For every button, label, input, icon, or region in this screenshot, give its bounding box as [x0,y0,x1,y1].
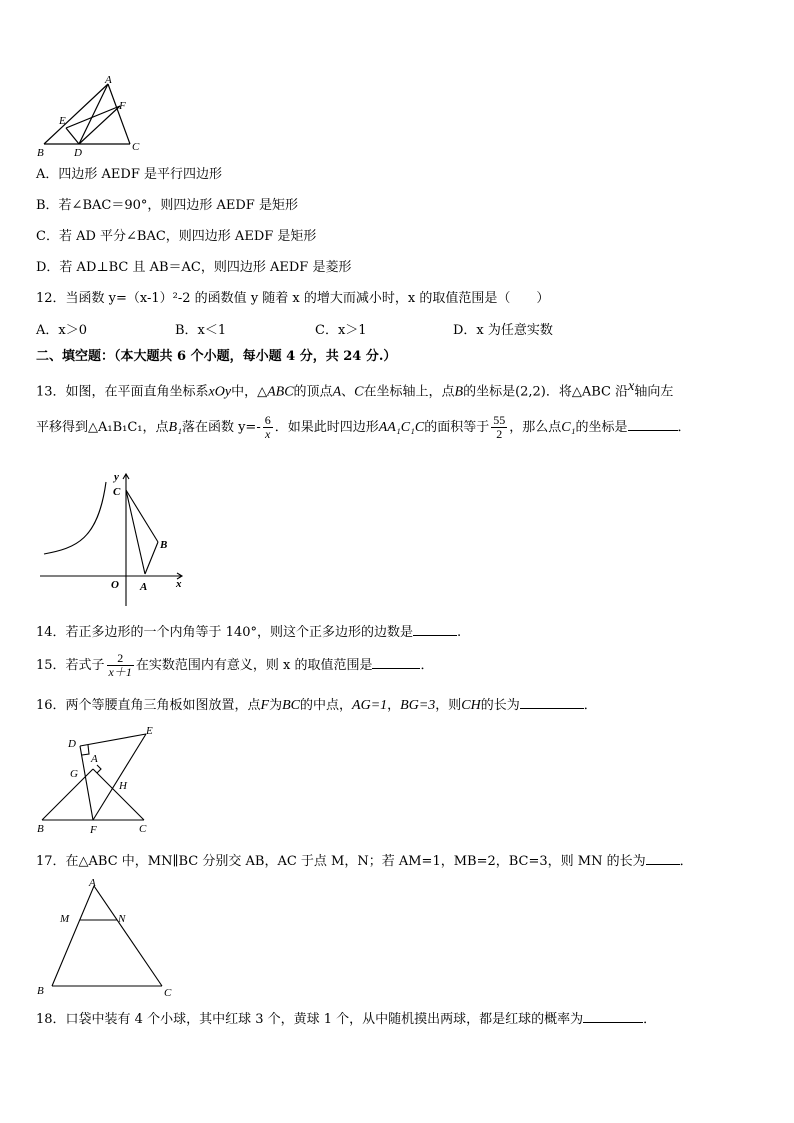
segment-ab [44,84,108,144]
segment-bc [126,490,158,542]
q12-stem: 12．当函数 y=（x-1）²-2 的函数值 y 随着 x 的增大而减小时，x 的取值范围是（ ） [36,291,550,306]
segment-df [79,106,120,144]
q12-option-c: C．x＞1 [315,323,367,338]
q16-text-5: ，则 [435,698,462,713]
label-a: A [91,753,98,765]
q14-text: 14．若正多边形的一个内角等于 140°，则这个正多边形的边数是 [36,625,413,640]
q13-text-14: ． [677,420,691,435]
q13-text-13: 的坐标是 [575,420,628,435]
q14-line [36,623,461,642]
q17-answer-blank[interactable] [646,852,680,865]
label-g: G [70,768,78,780]
label-m: M [60,913,70,925]
q15-line [36,652,434,679]
q13-fraction-6-over-x [263,414,273,441]
q15-frac-den: x＋1 [108,665,132,679]
label-n: N [118,913,126,925]
segment-de [80,734,146,746]
q13-b1: B₁ [168,420,182,435]
q15-text-1: 15．若式子 [36,658,105,673]
q15-end: ． [420,658,434,673]
q13-text-11: 的面积等于 [424,420,490,435]
q11-option-a: A．四边形 AEDF 是平行四边形 [36,167,222,182]
label-d: D [68,738,76,750]
q16-ag: AG=1 [352,698,388,713]
label-f: F [90,824,97,836]
q13-text-3: 的顶点 [293,384,333,400]
q16-text-2: 为 [269,698,283,713]
section-fill-in-heading: 二、填空题：（本大题共 6 个小题，每小题 4 分，共 24 分.） [36,349,397,364]
q17-line [36,852,693,871]
q11-option-d: D．若 AD⊥BC 且 AB＝AC，则四边形 AEDF 是菱形 [36,260,352,275]
label-f: F [119,100,126,112]
label-c: C [139,823,147,835]
q11-option-c: C．若 AD 平分∠BAC，则四边形 AEDF 是矩形 [36,229,317,244]
label-b: B [37,985,44,997]
q17-figure [36,874,186,999]
q12-option-b: B．x＜1 [175,323,227,338]
q16-ch: CH [461,698,481,713]
segment-ac [94,886,162,986]
segment-ab [52,886,94,986]
segment-ab [145,542,158,574]
q15-fraction [107,652,134,679]
q18-line [36,1010,656,1029]
q13-text-8: 平移得到△A₁B₁C₁，点 [36,420,169,435]
q13-quad: AA₁C₁C [378,420,425,435]
q16-figure [36,724,166,839]
segment-de [66,128,79,144]
q16-text-4: ， [387,698,401,713]
q17-end: ． [679,854,693,869]
q17-text: 17．在△ABC 中，MN∥BC 分别交 AB，AC 于点 M，N；若 AM=1，MB=2，BC=3，则 MN 的长为 [36,854,646,869]
q13-frac6-den: x [265,427,271,441]
segment-ac [93,769,144,820]
q13-text-9: 落在函数 y=- [181,420,261,435]
label-c: C [132,141,140,153]
q18-end: ． [643,1012,657,1027]
label-x: x [176,578,182,590]
q15-frac-num: 2 [107,652,134,666]
q16-bg: BG=3 [400,698,436,713]
q18-text: 18．口袋中装有 4 个小球，其中红球 3 个，黄球 1 个，从中随机摸出两球，都是红球的概率为 [36,1012,584,1027]
label-e: E [146,725,153,737]
q15-text-2: 在实数范围内有意义，则 x 的取值范围是 [135,658,373,673]
q11-figure [36,76,156,166]
q16-text-1: 16．两个等腰直角三角板如图放置，点 [36,698,261,713]
label-d: D [74,147,82,159]
q16-text-6: 的长为 [480,698,520,713]
q13-x-axis: x [628,379,635,394]
label-c: C [164,987,172,999]
q13-text-2: 中，△ [231,384,268,400]
q11-option-b: B．若∠BAC＝90°，则四边形 AEDF 是矩形 [36,198,298,213]
label-o: O [111,579,119,591]
q13-text-4: 、 [341,384,355,400]
label-a: A [105,74,112,86]
q13-figure [36,468,196,613]
q16-f: F [260,698,270,713]
q13-text-5: 在坐标轴上，点 [363,384,455,400]
q13-frac6-num: 6 [264,413,271,427]
q14-end: . [457,625,462,640]
label-h: H [119,780,127,792]
q13-c1: C₁ [561,420,576,435]
q13-text-12: ，那么点 [509,420,562,435]
q13-xoy: xOy [208,384,232,400]
segment-ad [79,84,108,144]
q13-fraction-55-over-2 [491,414,507,441]
q13-text-7: 轴向左 [634,384,674,400]
q16-line [36,696,597,715]
right-angle-mark-d [82,745,89,755]
label-c: C [113,486,121,498]
q13-line2 [36,414,691,441]
q12-option-d: D．x 为任意实数 [453,323,553,338]
segment-ca [126,490,145,574]
q18-answer-blank[interactable] [583,1010,643,1023]
q15-answer-blank[interactable] [372,656,420,669]
q13-abc: ABC [267,384,294,400]
label-e: E [59,115,66,127]
q13-point-b: B [454,384,464,400]
q13-text-6: 的坐标是(2,2)．将△ABC 沿 [463,384,629,400]
q13-text-1: 13．如图，在平面直角坐标系 [36,384,209,400]
q13-frac55-num: 55 [493,413,506,427]
label-y: y [114,471,119,483]
q16-answer-blank[interactable] [520,696,584,709]
q16-end: ． [583,698,597,713]
q16-bc: BC [282,698,301,713]
q14-answer-blank[interactable] [413,623,457,636]
label-b: B [37,147,44,159]
q12-option-a: A．x＞0 [36,323,87,338]
right-angle-mark-a [97,765,101,773]
q13-text-10: ．如果此时四边形 [274,420,379,435]
q13-point-a: A [332,384,342,400]
label-b: B [160,539,168,551]
q13-frac55-den: 2 [496,427,503,441]
label-a: A [140,581,148,593]
hyperbola-curve [44,482,106,554]
label-a: A [89,877,96,889]
q13-point-c: C [354,384,364,400]
q13-line1 [36,378,673,401]
segment-ef [66,106,120,128]
label-b: B [37,823,44,835]
q13-answer-blank[interactable] [628,418,678,431]
q16-text-3: 的中点， [300,698,353,713]
